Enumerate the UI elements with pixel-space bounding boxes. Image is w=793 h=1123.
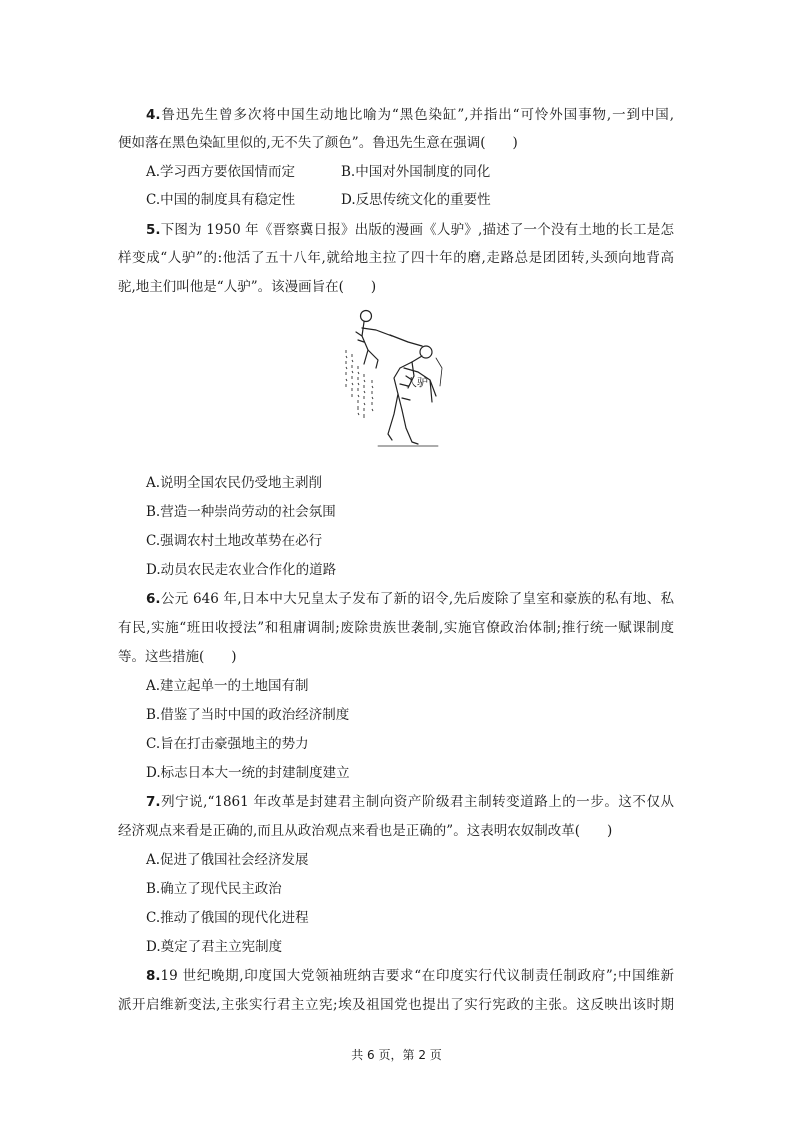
laborer-leg-front xyxy=(388,394,398,440)
page-footer: 共 6 页，第 2 页 xyxy=(351,1048,442,1062)
laborer-leg-back xyxy=(402,410,418,444)
q4-option-a: A.学习西方要依国情而定 xyxy=(146,164,296,180)
q8-stem-line1: 8.19 世纪晚期,印度国大党领袖班纳吉要求“在印度实行代议制责任制政府”;中国维新 xyxy=(146,968,674,984)
q6-option-a: A.建立起单一的土地国有制 xyxy=(146,678,309,694)
q7-option-d: D.奠定了君主立宪制度 xyxy=(146,939,283,955)
q4-number: 4. xyxy=(146,107,161,123)
q6-stem-line1: 6.公元 646 年,日本中大兄皇太子发布了新的诏令,先后废除了皇室和豪族的私有地、私 xyxy=(146,591,674,607)
q8-number: 8. xyxy=(146,968,161,984)
q7-option-b: B.确立了现代民主政治 xyxy=(146,881,282,897)
q5-number: 5. xyxy=(146,222,161,238)
cartoon-image xyxy=(342,306,448,454)
q5-stem-line2: 样变成“人驴”的:他活了五十八年,就给地主拉了四十年的磨,走路总是团团转,头颈向地背高 xyxy=(118,250,674,266)
q7-option-c: C.推动了俄国的现代化进程 xyxy=(146,910,309,926)
q7-stem-line1: 7.列宁说,“1861 年改革是封建君主制向资产阶级君主制转变道路上的一步。这不仅从 xyxy=(146,794,674,810)
q5-option-d: D.动员农民走农业合作化的道路 xyxy=(146,562,337,578)
landlord-leg xyxy=(368,350,378,368)
q4-stem-line1: 4.鲁迅先生曾多次将中国生动地比喻为“黑色染缸”,并指出“可怜外国事物,一到中国, xyxy=(146,107,674,123)
q5-stem-line3: 驼,地主们叫他是“人驴”。该漫画旨在( ) xyxy=(118,279,377,295)
q6-option-b: B.借鉴了当时中国的政治经济制度 xyxy=(146,707,350,723)
q5-option-c: C.强调农村土地改革势在必行 xyxy=(146,533,323,549)
q4-option-c: C.中国的制度具有稳定性 xyxy=(146,192,296,208)
landlord-head xyxy=(361,311,372,322)
q5-option-b: B.营造一种崇尚劳动的社会氛围 xyxy=(146,504,336,520)
q7-stem-line2: 经济观点来看是正确的,而且从政治观点来看也是正确的”。这表明农奴制改革( ) xyxy=(118,823,613,839)
landlord-arm xyxy=(362,328,392,336)
q5-stem-line1: 5.下图为 1950 年《晋察冀日报》出版的漫画《人驴》,描述了一个没有土地的长工是怎 xyxy=(146,222,674,238)
q4-option-d: D.反思传统文化的重要性 xyxy=(341,192,491,208)
q5-option-a: A.说明全国农民仍受地主剥削 xyxy=(146,475,323,491)
q8-stem-line2: 派开启维新变法,主张实行君主立宪;埃及祖国党也提出了实行宪政的主张。这反映出该时期 xyxy=(118,997,674,1013)
q6-stem-line2: 有民,实施“班田收授法”和租庸调制;废除贵族世袭制,实施官僚政治体制;推行统一赋课制度 xyxy=(118,620,674,636)
q4-option-b: B.中国对外国制度的同化 xyxy=(341,164,491,180)
q7-number: 7. xyxy=(146,794,161,810)
cartoon-title: 人驴 xyxy=(406,376,428,389)
q6-option-d: D.标志日本大一统的封建制度建立 xyxy=(146,765,350,781)
q6-option-c: C.旨在打击豪强地主的势力 xyxy=(146,736,309,752)
q6-stem-line3: 等。这些措施( ) xyxy=(118,649,237,665)
q7-option-a: A.促进了俄国社会经济发展 xyxy=(146,852,309,868)
q4-stem-line2: 便如落在黑色染缸里似的,无不失了颜色”。鲁迅先生意在强调( ) xyxy=(118,135,518,151)
q6-number: 6. xyxy=(146,591,161,607)
